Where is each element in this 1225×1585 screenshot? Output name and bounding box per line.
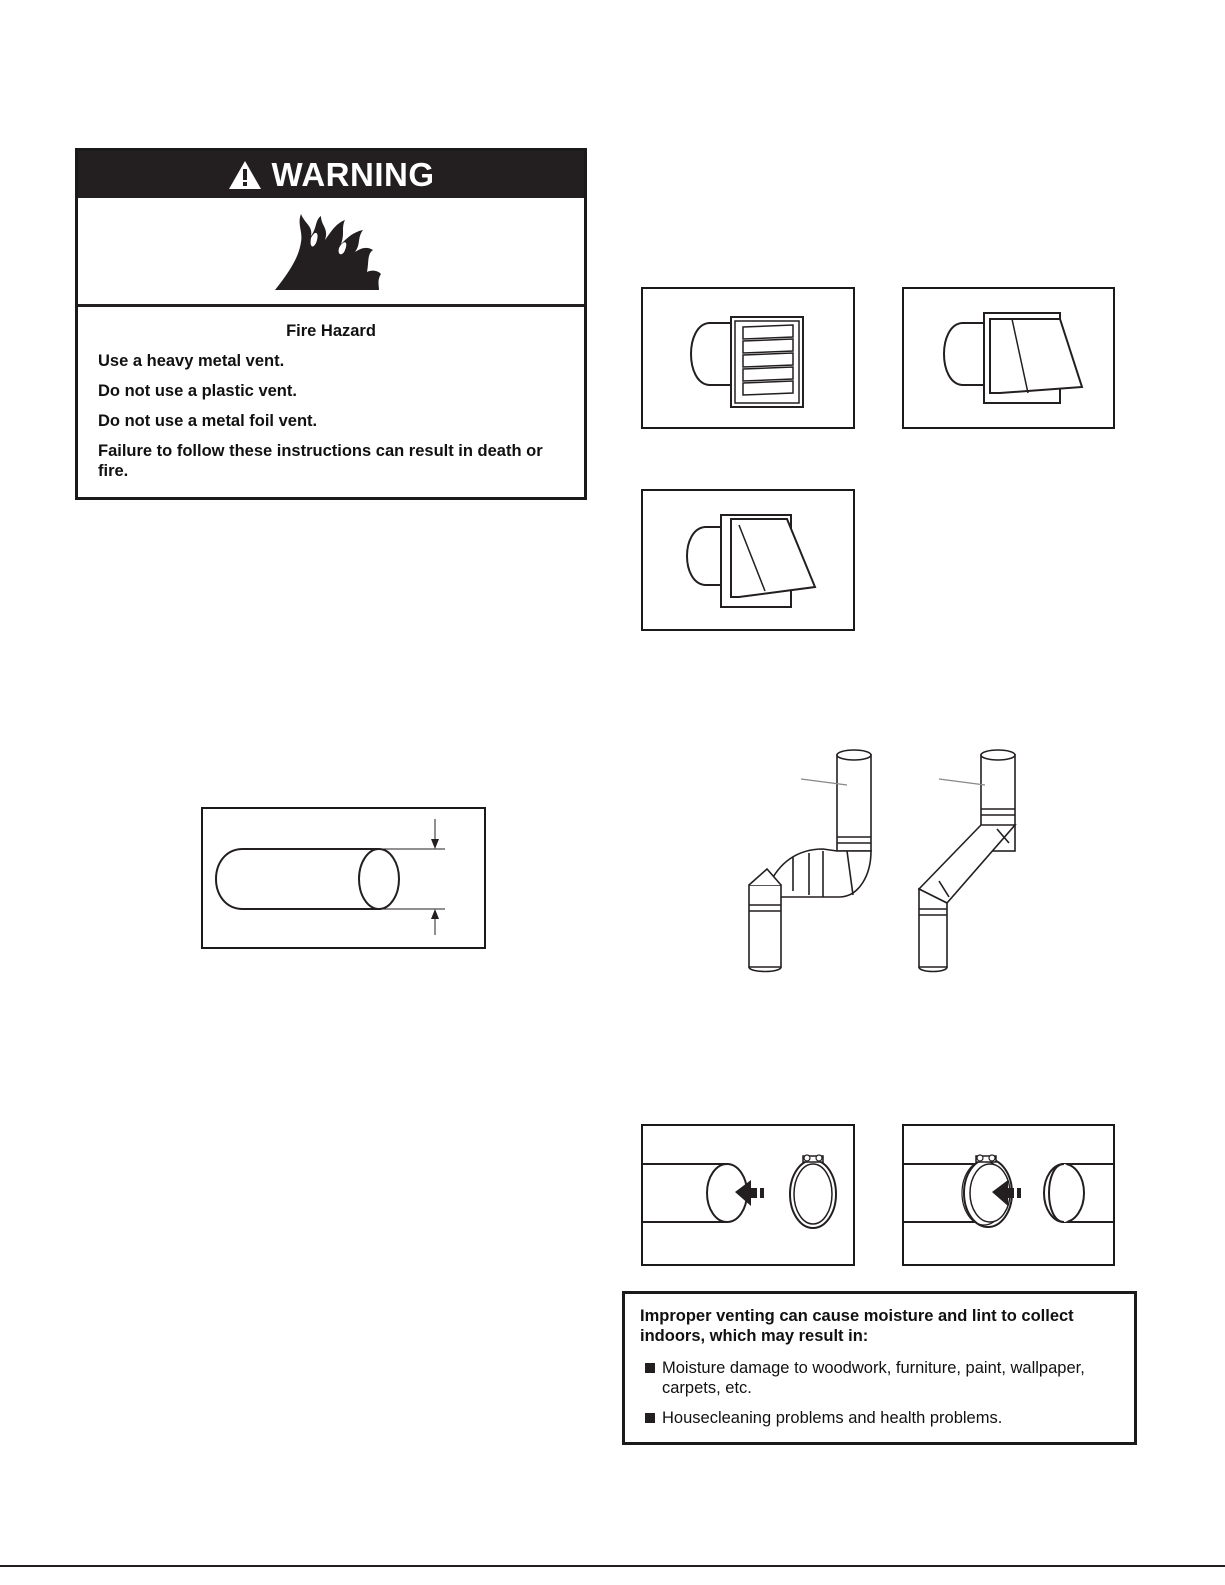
- notice-item: [640, 1408, 1120, 1428]
- notice-item-text: Housecleaning problems and health problems.: [662, 1409, 1003, 1427]
- warning-header: [78, 151, 584, 198]
- warning-triangle-icon: [228, 160, 262, 190]
- box-hood-figure: [902, 287, 1115, 429]
- clamp-step1-figure: [641, 1124, 855, 1266]
- fire-hazard-warning: [75, 148, 587, 500]
- warning-title: WARNING: [271, 155, 435, 193]
- vent-diameter-figure: [201, 807, 486, 949]
- fire-icon: [271, 210, 391, 292]
- clamp-step1-drawing: [643, 1126, 853, 1264]
- notice-item: [640, 1358, 1120, 1398]
- square-bullet-icon: [645, 1413, 655, 1423]
- notice-lead: Improper venting can cause moisture and lint to collect indoors, which may result in:: [640, 1307, 1074, 1345]
- warning-line: Use a heavy metal vent.: [98, 352, 285, 370]
- clamp-step2-drawing: [904, 1126, 1113, 1264]
- notice-item-text: Moisture damage to woodwork, furniture, paint, wallpaper, carpets, etc.: [662, 1359, 1085, 1397]
- improper-venting-notice: [622, 1291, 1137, 1445]
- louvered-hood-figure: [641, 287, 855, 429]
- vent-elbows-figure: [735, 745, 1035, 975]
- clamp-step2-figure: [902, 1124, 1115, 1266]
- louvered-hood-drawing: [643, 289, 853, 427]
- fire-icon-row: [78, 198, 584, 307]
- warning-body: [78, 307, 584, 481]
- box-hood-drawing: [904, 289, 1113, 427]
- angled-hood-drawing: [643, 491, 853, 629]
- angled-hood-figure: [641, 489, 855, 631]
- hazard-title: Fire Hazard: [286, 322, 376, 340]
- bottom-rule: [0, 1565, 1225, 1567]
- warning-line: Do not use a plastic vent.: [98, 382, 297, 400]
- vent-elbows-drawing: [735, 745, 1035, 975]
- vent-diameter-drawing: [203, 809, 484, 947]
- warning-line: Failure to follow these instructions can result in death or fire.: [98, 442, 543, 480]
- warning-line: Do not use a metal foil vent.: [98, 412, 318, 430]
- square-bullet-icon: [645, 1363, 655, 1373]
